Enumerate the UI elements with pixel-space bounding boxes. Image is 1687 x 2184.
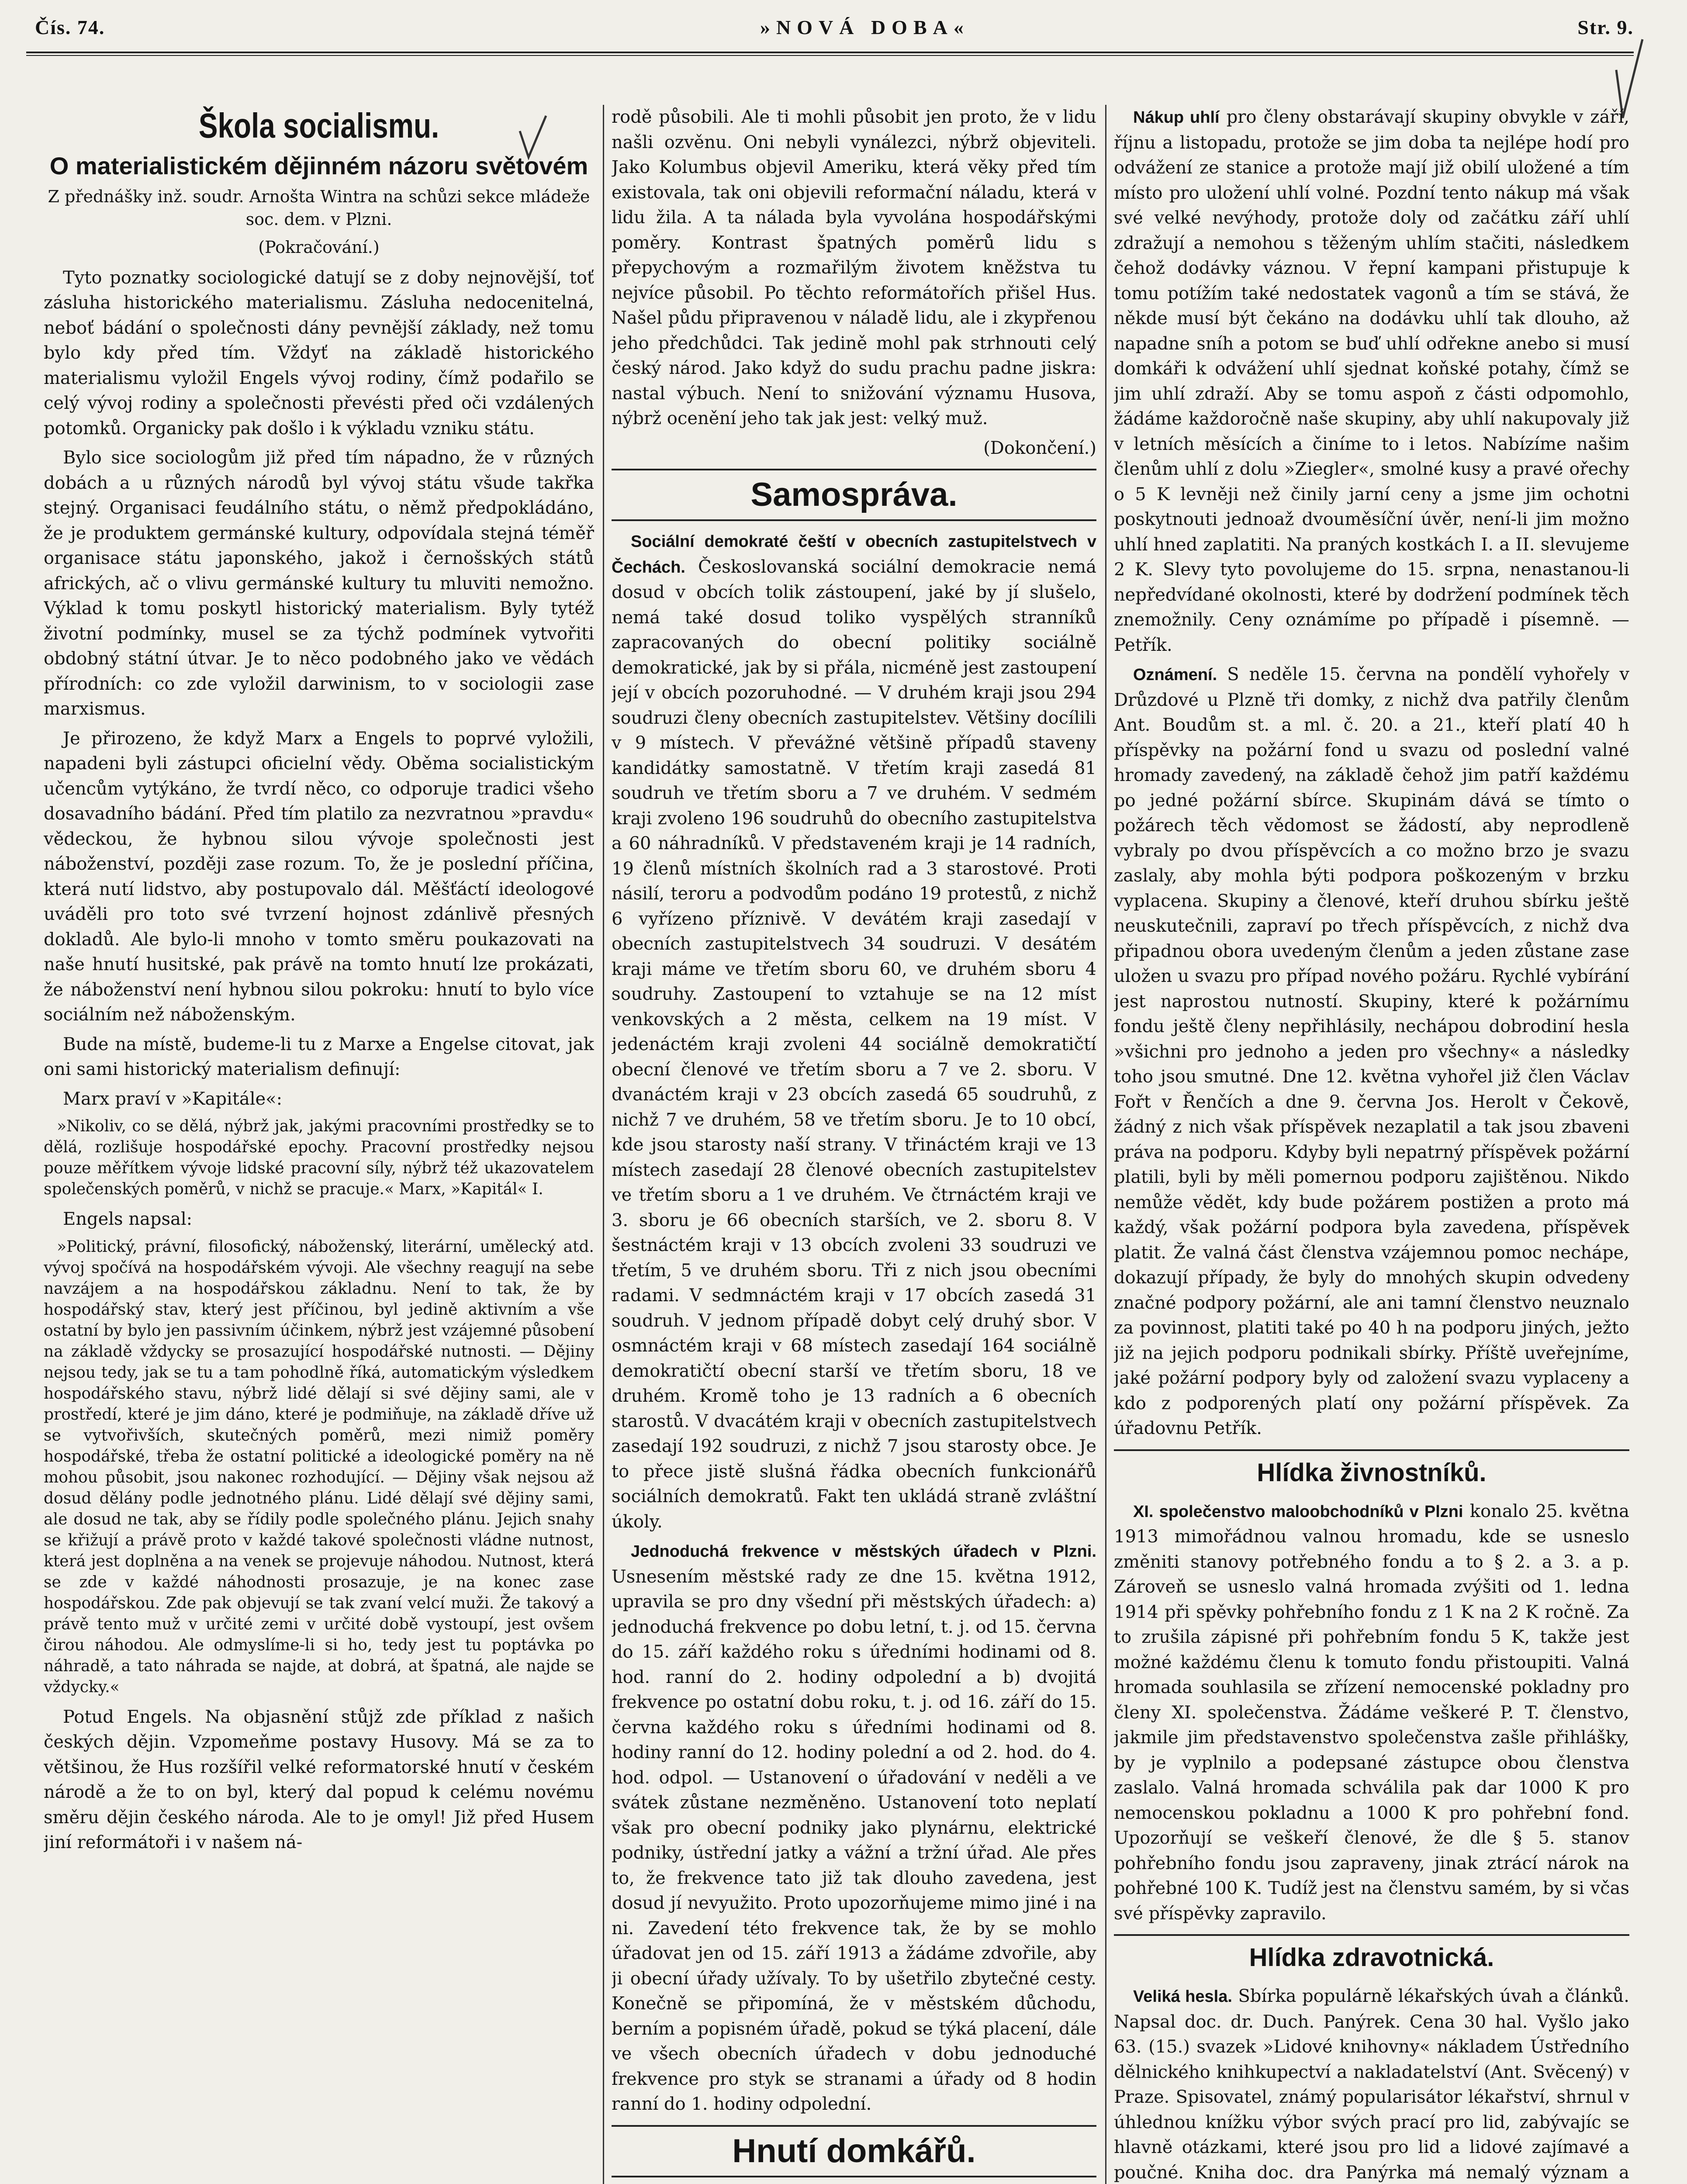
item-keyword: XI. společenstvo maloobchodníků v Plzni [1133,1502,1463,1521]
news-item [612,529,1096,1534]
column-divider [1105,105,1106,2184]
paragraph: Bylo sice sociologům již před tím nápadno, že v různých dobách a u různých národů byl vývoj státu všude takřka stejný. Organisaci feudálního státu, o němž předpokládáno, že je produktem germánské kultury, odpovídala stejná téměř organisace státu japonského, jakož i černošských států afrických, ač o vlivu germánské kultury tu mluviti nemožno. Výklad k tomu poskytl historický materialism. Byly tytéž životní podmínky, musel se za týchž podmínek vytvořiti obdobný státní útvar. Je to něco podobného jako ve vědách přírodních: co zde vyložil darwinism, to v sociologii zase marxismus. [44,448,594,719]
section-title: Hlídka zdravotnická. [1114,1934,1629,1976]
column-1 [44,105,594,2184]
item-keyword: Sociální demokraté čeští v obecních zastupitelstvech v Čechách. [612,532,1096,577]
article-title: Škola socialismu. [198,106,439,145]
paragraph: Engels napsal: [63,1209,193,1229]
page-number: Str. 9. [1577,16,1634,38]
quote-text: »Nikoliv, co se dělá, nýbrž jak, jakými pracovními prostředky se to dělá, rozlišuje hospodářské epochy. Pracovní prostředky nejsou pouze měřítkem vývoje lidské pracovní síly, nýbrž též ukazovatelem společenských poměrů, v nichž se pracuje.« Marx, »Kapitál« I. [44,1117,594,1198]
issue-number: Čís. 74. [35,16,105,38]
item-text: Sbírka populárně lékařských úvah a článků. Napsal doc. dr. Duch. Panýrek. Cena 30 hal. Vyšlo jako 63. (15.) svazek »Lidové knihovny« nákladem Ústředního dělnického knihkupectví a nakladatelství (Ant. Svěcený) v Praze. Spisovatel, známý popularisátor lékařství, shrnul v úhlednou knížku výbor svých prací pro lid, zabývajíc se hlavně otázkami, které jsou pro lid a lidové zajímavé a poučné. Kniha doc. dra Panýrka má nemalý význam a [1114,1986,1629,2183]
item-text: konalo 25. května 1913 mimořádnou valnou hromadu, kde se usneslo změniti stanovy potřebného fondu a to § 2. a 3. a p. Zároveň se usneslo valná hromada zvýšiti od 1. ledna 1914 při spěvky pohřebního fondu z 1 K na 2 K ročně. Za to zrušila zápisné při pohřebním fondu 5 K, takže jest možné každému členu k tomuto fondu přistoupiti. Valná hromada souhlasila se zřízení nemocenské pokladny pro členy XI. společenstva. Žádáme veškeré P. T. členstvo, jakmile jim představenstvo společenstva zašle přihlášky, by je vyplnilo a podepsané zástupce obou členstva zaslalo. Valná hromada schválila pak dar 1000 K pro nemocenskou pokladnu a 1000 K pro pohřební fond. Upozorňují se veškeří členové, že dle § 5. stanov pohřebního fondu jsou zapraveny, jinak ztrácí nárok na pohřebné 100 K. Tudíž jest na členstvu samém, by si včas své příspěvky zapravilo. [1114,1501,1629,1924]
paragraph: Marx praví v »Kapitále«: [63,1089,283,1109]
paragraph: Tyto poznatky sociologické datují se z doby nejnovější, toť zásluha historického materialismu. Zásluha nedocenitelná, neboť bádání o společnosti dány pevnější základy, než tomu bylo kdy před tím. Vždyť na základě historického materialismu vyložil Engels vývoj rodiny, čímž podařilo se celý vývoj rodiny a společnosti převésti před oči vzdálených potomků. Organicky pak došlo i k výkladu vzniku státu. [44,267,594,439]
section-title: Samospráva. [612,469,1096,521]
quote-block [44,1237,594,1698]
news-item [1114,662,1629,1441]
column-divider [603,105,604,2184]
end-note: (Dokončení.) [983,438,1096,458]
quote-text: »Politický, právní, filosofický, náboženský, literární, umělecký atd. vývoj spočívá na hospodářském vývoji. Ale všechny reagují na sebe navzájem a na hospodářskou základnu. Není to tak, že by hospodářský stav, který jest příčinou, byl jedině aktivním a vše ostatní by bylo jen passivním účinkem, nýbrž jest vzájemné působení na základě vždycky se prosazující hospodářské nutnosti. — Dějiny nejsou tedy, jak se tu a tam pohodlně říká, automatickým výsledkem hospodářského stavu, nýbrž lidé dělají si své dějiny sami, ale v prostředí, které je jim dáno, které je podmiňuje, na základě dříve už se vytvořivších, skutečných poměrů, mezi nimiž poměry hospodářské, třeba že ostatní politické a ideologické poměry na ně mohou působit, jsou nakonec rozhodující. — Dějiny však nejsou až dosud dělány podle jednotného plánu. Lidé dělají své dějiny sami, ale dosud ne tak, aby se řídily podle společného plánu. Jejich snahy se křižují a právě proto v každé takové společnosti vládne nutnost, která jest doplněna a na venek se projevuje náhodou. Nutnost, která se zde v každé náhodnosti prosazuje, je na konec zase hospodářskou. Zde pak objevují se tak zvaní velcí muži. Že takový a právě tento muž v určité zemi v určité době vystoupí, jest ovšem čirou náhodou. Ale odmyslíme-li si ho, tedy jest tu poptávka po náhradě, a tato náhrada se najde, at dobrá, at špatná, ale najde se vždycky.« [44,1237,594,1696]
news-item [1114,1984,1629,2184]
quote-block [44,1116,594,1200]
continued-note: (Pokračování.) [258,238,380,257]
article-subtitle: O materialistickém dějinném názoru světovém [49,152,588,180]
item-text: pro členy obstarávají skupiny obvykle v září, říjnu a listopadu, protože se jim doba ta nejlépe hodí pro odvážení ze stanice a protože mají již obilí uložené a tím místo pro uložení uhlí volné. Pozdní tento nákup má však své velké nevýhody, protože doly od začátku září uhlí zdražují a nemohou s těženým uhlím stačiti, následkem čehož dodávky váznou. V řepní kampani přistupuje k tomu potížím také nedostatek vagonů a tím se stává, že někde musí být čekáno na dodávku uhlí tak dlouho, až napadne sníh a potom se buď uhlí odřekne anebo si musí domkáři k odvážení uhlí sjednat koňské potahy, čímž se jim uhlí zdraží. Aby se tomu aspoň z části odpomohlo, žádáme každoročně naše skupiny, aby uhlí nakupovaly již v letních měsících a činíme to i letos. Nabízíme našim členům uhlí z dolu »Ziegler«, smolné kusy a pravé ořechy o 5 K levněji než činily jarní ceny a jsme jim ochotni poskytnouti jednoaž dvouměsíční úvěr, není-li jim možno uhlí hned zaplatiti. Na praných kostkách I. a II. slevujeme 2 K. Slevy tyto povolujeme do 15. srpna, nenastanou-li nepředvídané okolnosti, které by dodržení podmínek těch znemožnily. Ceny oznámíme po případě i písemně. — Petřík. [1114,107,1629,655]
paragraph: rodě působili. Ale ti mohli působit jen proto, že v lidu našli ozvěnu. Oni nebyli vynálezci, nýbrž objeviteli. Jako Kolumbus objevil Ameriku, která věky před tím existovala, tak oni objevili reformační náladu, která v lidu žila. A ta nálada byla vyvolána hospodářskými poměry. Kontrast špatných poměrů lidu s přepychovým a rozmařilým životem kněžstva tu nejvíce působil. Po těchto reformátořích přišel Hus. Našel půdu připravenou v náladě lidu, ale i zkypřenou jeho předchůdci. Tak jedině mohl pak strhnouti celý český národ. Jako když do sudu prachu padne jiskra: nastal výbuch. Není to snižování významu Husova, nýbrž ocenění jeho tak jak jest: velký muž. [612,107,1096,429]
paragraph: Je přirozeno, že když Marx a Engels to poprvé vyložili, napadeni byli zástupci oficielní vědy. Oběma socialistickým učencům vytýkáno, že tvrdí něco, co odporuje tradici všeho dosavadního bádání. Před tím platilo za nezvratnou »pravdu« vědeckou, že hybnou silou vývoje společnosti jest náboženství, později zase rozum. To, že je poslední příčina, která nutí lidstvo, aby postupovalo dál. Měšťáctí ideologové uváděli pro toto své tvrzení hojnost zdánlivě přesných dokladů. Ale bylo-li mnoho v tomto směru poukazovati na naše hnutí husitské, pak právě na tomto hnutí lze prokázati, že náboženství není hybnou silou pokroku: hnutí to bylo více sociálním než náboženským. [44,728,594,1025]
item-text: S neděle 15. června na pondělí vyhořely v Drůzdové u Plzně tři domky, z nichž dva patřily členům Ant. Boudům st. a ml. č. 20. a 21., kteří platí 40 h příspěvky na požární fond u svazu od poslední valné hromady zavedený, na základě čehož jim patří každému po jedné požární sbírce. Skupinám dává se tímto o požárech těch vědomost se žádostí, aby neprodleně vybraly po dvou příspěvcích a co možno brzo je svazu zaslaly, aby mohla býti podpora poškozeným v brzku vyplacena. Skupiny a členové, kteří druhou sbírku ještě neuskutečnili, zapraví po třech příspěvcích, z nichž dva připadnou obora uvedeným členům a jeden zůstane zase uložen u svazu pro případ nového požáru. Rychlé vybírání jest naprostou nutností. Skupiny, které k požárnímu fondu ještě členy nepřihlásily, nechápou dobrodiní hesla »všichni pro jednoho a jeden pro všechny« a následky toho jsou smutné. Dne 12. května vyhořel již člen Václav Fořt v Řenčích a dne 9. června Jos. Herolt v Čekově, žádný z nich však příspěvek nezaplatil a tak jsou zbaveni práva na podporu. Kdyby byli nepatrný příspěvek požární platili, byli by měli pomernou podporu zajištěnou. Nikdo nemůže vědět, kdy bude požárem postižen a proto má každý, však požární podpora byla zavedena, příspěvek platit. Že valná část členstva vzájemnou pomoc nechápe, dokazují případy, že byly do mnohých skupin odvedeny značné podpory požární, ale ani tamní členstvo neuznalo za povinnost, platiti také po 40 h na podporu jiných, ježto již na jejich podporu podnikali sbírky. Příště uveřejníme, jaké požární podpory byly od založení svazu vyplaceny a kdo z podporených platí ony požární příspěvek. Za úřadovnu Petřík. [1114,664,1629,1438]
paragraph: Potud Engels. Na objasnění stůjž zde příklad z našich českých dějin. Vzpomeňme postavy Husovy. Má se za to většinou, že Hus rozšířil velké reformatorské hnutí v českém národě a že to on byl, který dal popud k celému novému směru dějin českého národa. Ale to je omyl! Již před Husem jiní reformátoři i v našem ná- [44,1707,594,1852]
page-header [26,16,1634,51]
item-keyword: Jednoduchá frekvence v městských úřadech v Plzni. [631,1542,1096,1561]
newspaper-name: »NOVÁ DOBA« [760,16,970,38]
news-item [612,1539,1096,2117]
column-3 [1114,105,1629,2184]
item-text: Českoslovanská sociální demokracie nemá dosud v obcích tolik zástoupení, jaké by jí slušelo, nemá také dosud toliko vyspělých stranníků zapracovaných do obecní politiky sociálně demokratické, jak by si přála, nicméně jest zastoupení její v obcích pozoruhodné. — V druhém kraji jsou 294 soudruzi členy obecních zastupitelstev. Většiny docílili v 9 místech. V převážné většině případů staveny kandidátky samostatně. V třetím kraji zasedá 81 soudruh ve třetím sboru a 7 ve druhém. V sedmém kraji zvoleno 196 soudruhů do obecního zastupitelstva a 60 náhradníků. V představeném kraji je 14 radních, 19 členů místních školních rad a 3 starostové. Proti násilí, teroru a podvodům podáno 19 protestů, z nichž 6 vyřízeno příznivě. V devátém kraji zasedají v obecních zastupitelstvech 34 soudruzi. V desátém kraji máme ve třetím sboru 60, ve druhém sboru 4 soudruhy. Zastoupení to vztahuje se na 12 míst venkovských a 2 města, celkem na 19 míst. V jedenáctém kraji zvoleni 44 sociálně demokratičtí obecní členové ve třetím sboru a 7 ve 2. sboru. V dvanáctém kraji v 23 obcích zasedá 65 soudruhů, z nichž 7 ve druhém, 58 ve třetím sboru. Je to 10 obcí, kde jsou starosty naší strany. V třináctém kraji ve 13 místech zasedají 28 členové obecních zastupitelstev ve třetím sboru a 1 ve druhém. Ve čtrnáctém kraji ve 3. sboru je 66 obecních starších, ve 2. sboru 8. V šestnáctém kraji v 13 obcích zvoleni 33 soudruzi ve třetím, 5 ve druhém sboru. Tři z nich jsou obecními radami. V sedmnáctém kraji v 17 obcích zasedá 31 soudruh. V jednom případě dobyt celý druhý sbor. V osmnáctém kraji v 68 místech zasedají 164 sociálně demokratičtí obecní starší ve třetím sboru, 18 ve druhém. Kromě toho je 13 radních a 6 obecních starostů. V dvacátém kraji v obecních zastupitelstvech zasedají 192 soudruzi, z nichž 7 jsou starosty obce. Je to přece jistě slušná řádka obecních funkcionářů sociálních demokratů. Fakt ten ukládá straně zvláštní úkoly. [612,556,1096,1532]
item-keyword: Veliká hesla. [1133,1987,1232,2006]
paragraph: Bude na místě, budeme-li tu z Marxe a Engelse citovat, jak oni sami historický materialism definují: [44,1034,594,1079]
item-keyword: Oznámení. [1133,666,1217,684]
column-2 [612,105,1096,2184]
header-rule-thin [26,55,1634,56]
news-item [1114,105,1629,658]
item-keyword: Nákup uhlí [1133,108,1220,127]
article-byline: Z přednášky inž. soudr. Arnošta Wintra na schůzi sekce mládeže soc. dem. v Plzni. [48,187,590,229]
item-text: Usnesením městské rady ze dne 15. května 1912, upravila se pro dny všední při městských úřadech: a) jednoduchá frekvence po dobu letní, t. j. od 15. června do 15. září každého roku s úředními hodinami od 8. hod. ranní do 2. hodiny odpolední a b) dvojitá frekvence po ostatní dobu roku, t. j. od 16. září do 15. června každého roku s úředními hodinami od 8. hodiny ranní do 12. hodiny polední a od 2. hod. do 4. hod. odpol. — Ustanovení o úřadování v neděli a ve svátek zůstane nezměněno. Ustanovení toto neplatí však pro obecní podniky jako plynárnu, elektrické podniky, ústřední jatky a vážní a tržní úřad. Ale přes to, že frekvence tato již tak dlouho zavedena, jest dosud jí nevyužito. Proto upozorňujeme mimo jiné i na ni. Zavedení této frekvence tak, že by se mohlo úřadovat jen od 15. září 1913 a žádáme zdvořile, aby ji obecní úřady užívaly. To by ušetřilo zbytečné cesty. Konečně se připomíná, že v městském důchodu, berním a popisném úřadě, pokud se týká placení, dále ve všech obecních úřadech v dobu jednoduché frekvence pro styk se stranami a úřady od 8 hodin ranní do 1. hodiny odpolední. [612,1566,1096,2114]
section-title: Hnutí domkářů. [612,2125,1096,2177]
header-rule [26,52,1634,53]
news-item [1114,1499,1629,1927]
section-title: Hlídka živnostníků. [1114,1449,1629,1491]
